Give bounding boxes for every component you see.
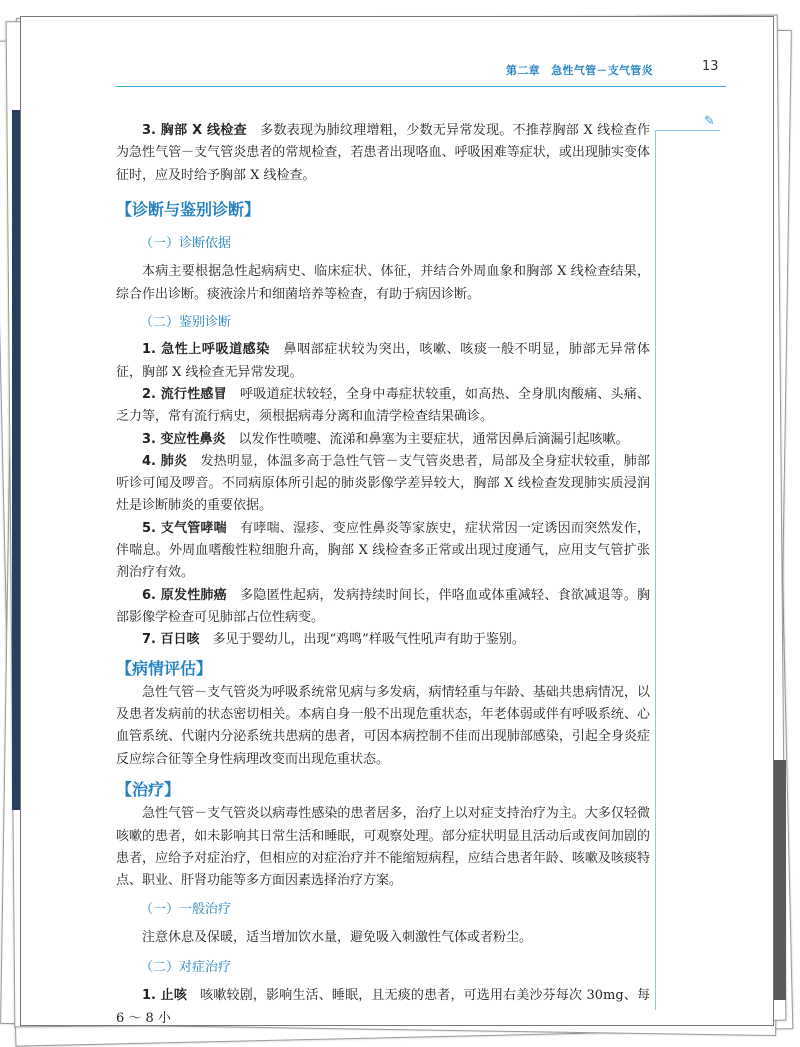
diff-item-label: 2. 流行性感冒 <box>142 386 227 402</box>
diff-item-label: 7. 百日咳 <box>142 632 200 648</box>
diff-item-text: 发热明显，体温多高于急性气管－支气管炎患者，局部及全身症状较重，肺部听诊可闻及啰音。不同病原体所引起的肺炎影像学差异较大，胸部 X 线检查发现肺实质浸润灶是诊断肺炎的重要依据。 <box>116 453 650 514</box>
assessment-paragraph: 急性气管－支气管炎为呼吸系统常见病与多发病，病情轻重与年龄、基础共患病情况，以及患者发病前的状态密切相关。本病自身一般不出现危重状态，年老体弱或伴有呼吸系统、心血管系统、代谢内分泌系统共患病的患者，可因本病控制不佳而出现肺部感染，引起全身炎症反应综合征等全身性病理改变而出现危重状态。 <box>116 684 650 767</box>
diff-item <box>116 518 650 585</box>
note-column-rule <box>655 130 656 1010</box>
basis-heading: （一）诊断依据 <box>140 236 232 252</box>
diff-item-text: 有哮喘、湿疹、变应性鼻炎等家族史，症状常因一定诱因而突然发作，伴喘息。外周血嗜酸性粒细胞升高，胸部 X 线检查多正常或出现过度通气，应用支气管扩张剂治疗有效。 <box>116 520 650 581</box>
diff-item <box>116 384 650 429</box>
treatment-paragraph: 急性气管－支气管炎以病毒性感染的患者居多，治疗上以对症支持治疗为主。大多仅轻微咳嗽的患者，如未影响其日常生活和睡眠，可观察处理。部分症状明显且活动后或夜间加剧的患者，应给予对症治疗，但相应的对症治疗并不能缩短病程，应结合患者年龄、咳嗽及咳痰特点、职业、肝肾功能等多方面因素选择治疗方案。 <box>116 806 650 889</box>
diff-item-label: 6. 原发性肺癌 <box>142 587 227 603</box>
diff-item-text: 呼吸道症状较轻，全身中毒症状较重，如高热、全身肌肉酸痛、头痛、乏力等，常有流行病史，须根据病毒分离和血清学检查结果确诊。 <box>116 386 650 425</box>
diff-item <box>116 451 650 518</box>
diff-item <box>116 429 650 451</box>
differential-heading: （二）鉴别诊断 <box>140 315 232 331</box>
diff-item-text: 以发作性喷嚏、流涕和鼻塞为主要症状，通常因鼻后滴漏引起咳嗽。 <box>238 431 629 447</box>
basis-paragraph: 本病主要根据急性起病病史、临床症状、体征，并结合外周血象和胸部 X 线检查结果，综合作出诊断。痰液涂片和细菌培养等检查，有助于病因诊断。 <box>116 264 650 302</box>
xray-paragraph <box>116 120 650 187</box>
running-header: 第二章 急性气管－支气管炎 <box>506 64 653 77</box>
diff-item-label: 3. 变应性鼻炎 <box>142 431 226 447</box>
assessment-heading: 【病情评估】 <box>116 658 213 678</box>
header-rule <box>116 86 726 87</box>
diff-item-text: 多隐匿性起病，发病持续时间长，伴咯血或体重减轻、食欲减退等。胸部影像学检查可见肺部占位性病变。 <box>116 587 650 625</box>
page-number: 13 <box>702 59 719 74</box>
page-body <box>116 120 650 1030</box>
cough-label: 1. 止咳 <box>142 988 188 1004</box>
xray-text: 多数表现为肺纹理增粗，少数无异常发现。不推荐胸部 X 线检查作为急性气管－支气管炎患者的常规检查，若患者出现咯血、呼吸困难等症状，或出现肺实变体征时，应及时给予胸部 X 线检查。 <box>116 123 650 183</box>
cough-text: 咳嗽较剧，影响生活、睡眠，且无痰的患者，可选用右美沙芬每次 30mg、每 6 ～ 8 小 <box>116 988 650 1026</box>
diff-item <box>116 339 650 384</box>
treatment-heading: 【治疗】 <box>116 780 181 800</box>
diff-item <box>116 585 650 630</box>
general-treatment-paragraph: 注意休息及保暖，适当增加饮水量，避免吸入刺激性气体或者粉尘。 <box>142 929 533 945</box>
symptomatic-treatment-heading: （二）对症治疗 <box>140 960 232 976</box>
diff-item-label: 4. 肺炎 <box>142 453 188 469</box>
diagnosis-heading: 【诊断与鉴别诊断】 <box>116 199 261 219</box>
xray-label: 3. 胸部 X 线检查 <box>142 123 247 138</box>
general-treatment-heading: （一）一般治疗 <box>140 901 232 917</box>
note-column-top <box>655 130 720 131</box>
diff-item-text: 多见于婴幼儿，出现“鸡鸣”样吸气性吼声有助于鉴别。 <box>212 632 525 648</box>
diff-item-label: 5. 支气管哮喘 <box>142 520 227 536</box>
diff-item-text: 鼻咽部症状较为突出，咳嗽、咳痰一般不明显，肺部无异常体征，胸部 X 线检查无异常发现。 <box>116 342 650 380</box>
cough-paragraph <box>116 985 650 1030</box>
book-spine-edge <box>12 110 20 810</box>
diff-item-label: 1. 急性上呼吸道感染 <box>142 342 270 358</box>
diff-item <box>116 629 650 651</box>
pen-icon: ✎ <box>704 114 715 129</box>
